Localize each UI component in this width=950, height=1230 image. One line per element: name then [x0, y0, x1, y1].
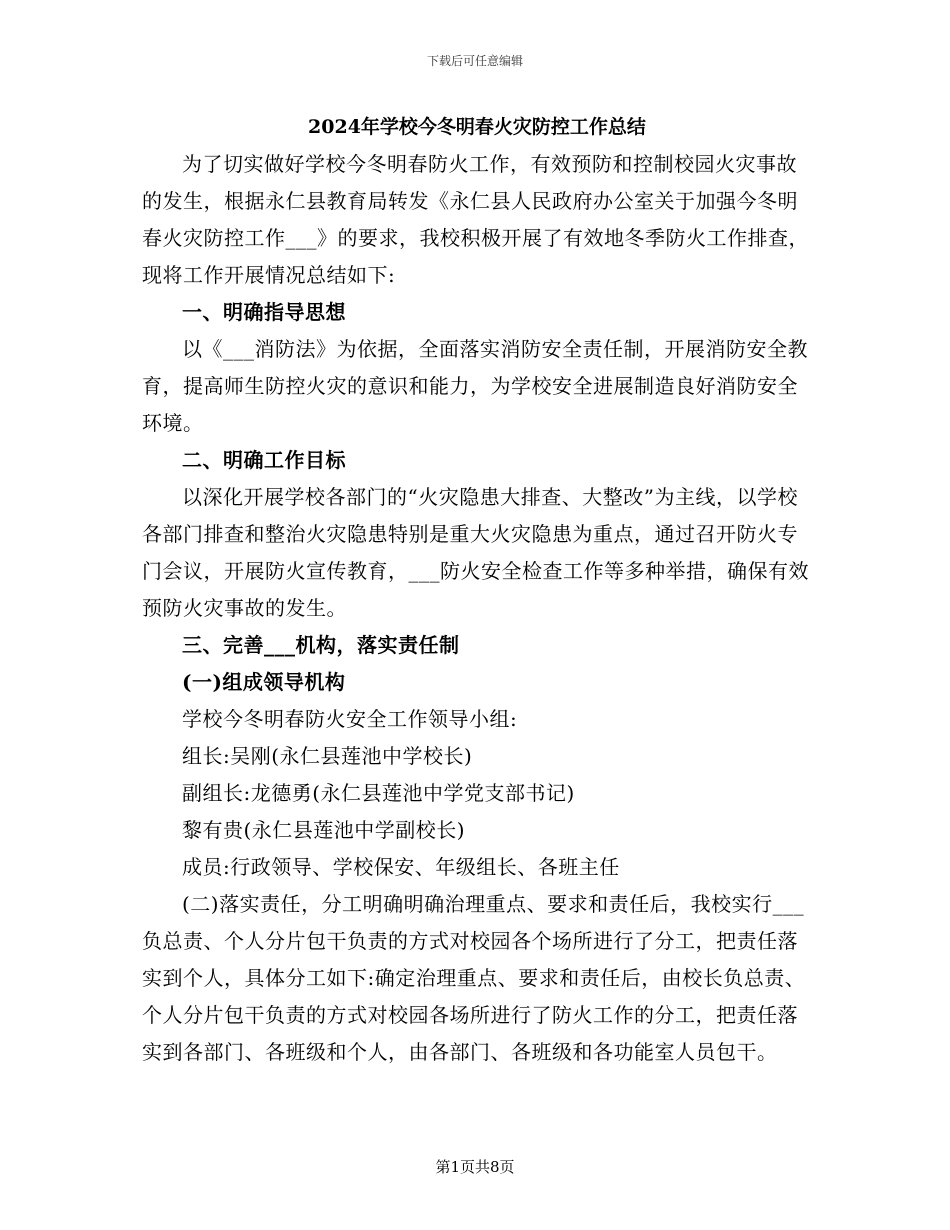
document-body — [142, 112, 812, 1071]
paragraph-work-goal: 以深化开展学校各部门的“火灾隐患大排查、大整改”为主线，以学校各部门排查和整治火灾隐患特别是重大火灾隐患为重点，通过召开防火专门会议，开展防火宣传教育，___防火安全检查工作等多种举措，确保有效预防火灾事故的发生。 — [142, 485, 809, 620]
header-note: 下载后可任意编辑 — [426, 54, 523, 68]
section-heading-1: 一、明确指导思想 — [182, 300, 346, 324]
paragraph-responsibility: (二)落实责任，分工明确明确治理重点、要求和责任后，我校实行___负总责、个人分片包干负责的方式对校园各个场所进行了分工，把责任落实到个人，具体分工如下:确定治理重点、要求和责任后，由校长负总责、个人分片包干负责的方式对校园各场所进行了防火工作的分工，把责任落实到各部门、各班级和个人，由各部门、各班级和各功能室人员包干。 — [142, 892, 806, 1064]
document-title: 2024年学校今冬明春火灾防控工作总结 — [308, 116, 646, 138]
subsection-heading-1: (一)组成领导机构 — [182, 670, 346, 694]
paragraph-deputy-leader-2: 黎有贵(永仁县莲池中学副校长) — [182, 818, 466, 842]
paragraph-members: 成员:行政领导、学校保安、年级组长、各班主任 — [182, 855, 620, 879]
paragraph-guiding-thought: 以《___消防法》为依据，全面落实消防安全责任制，开展消防安全教育，提高师生防控火灾的意识和能力，为学校安全进展制造良好消防安全环境。 — [142, 337, 808, 435]
section-heading-3: 三、完善___机构，落实责任制 — [182, 633, 460, 657]
paragraph-intro: 为了切实做好学校今冬明春防火工作，有效预防和控制校园火灾事故的发生，根据永仁县教育局转发《永仁县人民政府办公室关于加强今冬明春火灾防控工作___》的要求，我校积极开展了有效地冬季防火工作排查，现将工作开展情况总结如下: — [142, 152, 809, 287]
paragraph-deputy-leader: 副组长:龙德勇(永仁县莲池中学党支部书记) — [182, 781, 575, 805]
paragraph-leading-group: 学校今冬明春防火安全工作领导小组: — [182, 707, 518, 731]
paragraph-group-leader: 组长:吴刚(永仁县莲池中学校长) — [182, 744, 473, 768]
page-footer: 第1页共8页 — [435, 1158, 515, 1176]
section-heading-2: 二、明确工作目标 — [182, 448, 346, 472]
